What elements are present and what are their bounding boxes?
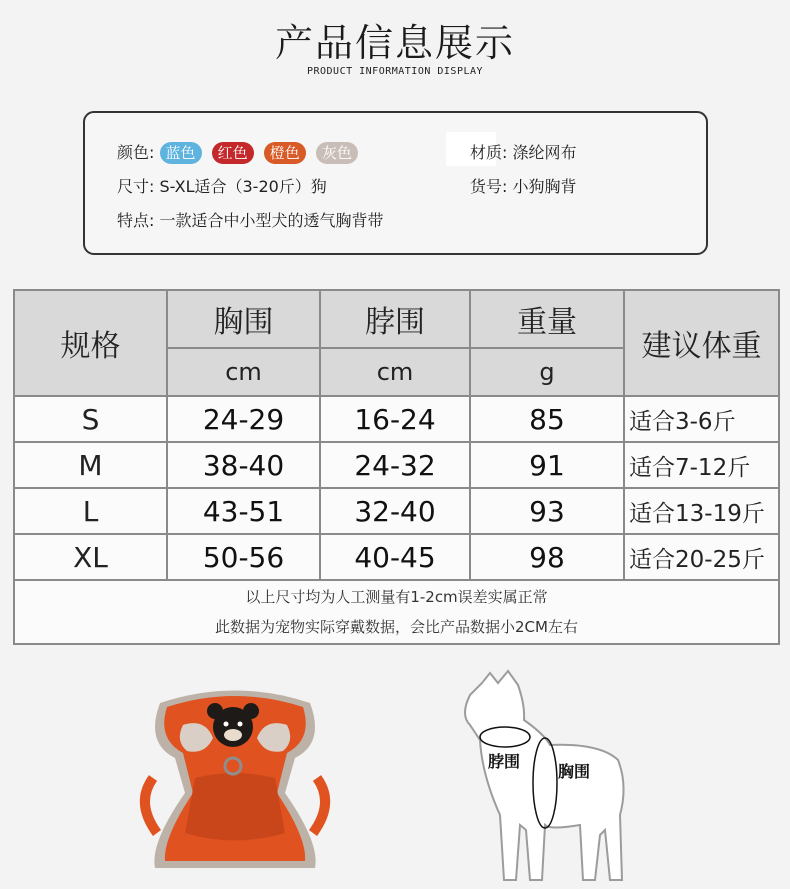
chest-label: 胸围 — [558, 762, 591, 781]
material-line: 材质: 涤纶网布 — [470, 143, 577, 162]
color-swatch-blue[interactable]: 蓝色 — [160, 142, 202, 164]
size-table — [13, 289, 778, 645]
header-chest: 胸围 — [167, 290, 320, 348]
header-spec: 规格 — [14, 290, 167, 396]
neck-label: 脖围 — [488, 752, 521, 771]
recommended-cell: 适合13-19斤 — [624, 488, 779, 534]
table-row — [14, 534, 779, 580]
item-number-line: 货号: 小狗胸背 — [470, 177, 577, 196]
recommended-cell: 适合7-12斤 — [624, 442, 779, 488]
dog-outline-icon — [450, 665, 630, 885]
table-row — [14, 396, 779, 442]
note-line-1: 以上尺寸均为人工测量有1-2cm误差实属正常 — [245, 588, 548, 606]
color-row — [117, 140, 363, 164]
color-swatch-gray[interactable]: 灰色 — [316, 142, 358, 164]
weight-cell: 93 — [470, 488, 624, 534]
neck-cell: 24-32 — [320, 442, 470, 488]
size-cell: L — [14, 488, 167, 534]
recommended-cell: 适合20-25斤 — [624, 534, 779, 580]
neck-cell: 16-24 — [320, 396, 470, 442]
size-line: 尺寸: S-XL适合（3-20斤）狗 — [117, 177, 327, 196]
color-label: 颜色: — [117, 143, 155, 162]
measurement-note — [14, 580, 779, 644]
table-row — [14, 488, 779, 534]
harness-illustration — [135, 683, 335, 878]
recommended-cell: 适合3-6斤 — [624, 396, 779, 442]
header-neck: 脖围 — [320, 290, 470, 348]
neck-cell: 40-45 — [320, 534, 470, 580]
page-title: 产品信息展示 — [274, 21, 515, 65]
header-recommended-weight: 建议体重 — [624, 290, 779, 396]
neck-cell: 32-40 — [320, 488, 470, 534]
page-subtitle: PRODUCT INFORMATION DISPLAY — [306, 66, 484, 77]
chest-cell: 50-56 — [167, 534, 320, 580]
size-cell: M — [14, 442, 167, 488]
product-info-box — [83, 111, 708, 255]
harness-product-image — [135, 683, 335, 878]
weight-cell: 98 — [470, 534, 624, 580]
weight-cell: 85 — [470, 396, 624, 442]
chest-cell: 24-29 — [167, 396, 320, 442]
color-swatch-red[interactable]: 红色 — [212, 142, 254, 164]
dog-measurement-diagram — [450, 665, 630, 885]
note-line-2: 此数据为宠物实际穿戴数据，会比产品数据小2CM左右 — [215, 618, 578, 636]
header-neck-unit: cm — [320, 348, 470, 396]
header-weight-unit: g — [470, 348, 624, 396]
header-weight: 重量 — [470, 290, 624, 348]
table-row — [14, 442, 779, 488]
chest-cell: 43-51 — [167, 488, 320, 534]
feature-line: 特点: 一款适合中小型犬的透气胸背带 — [117, 211, 384, 230]
size-cell: S — [14, 396, 167, 442]
weight-cell: 91 — [470, 442, 624, 488]
color-swatch-orange[interactable]: 橙色 — [264, 142, 306, 164]
size-cell: XL — [14, 534, 167, 580]
chest-cell: 38-40 — [167, 442, 320, 488]
header-chest-unit: cm — [167, 348, 320, 396]
